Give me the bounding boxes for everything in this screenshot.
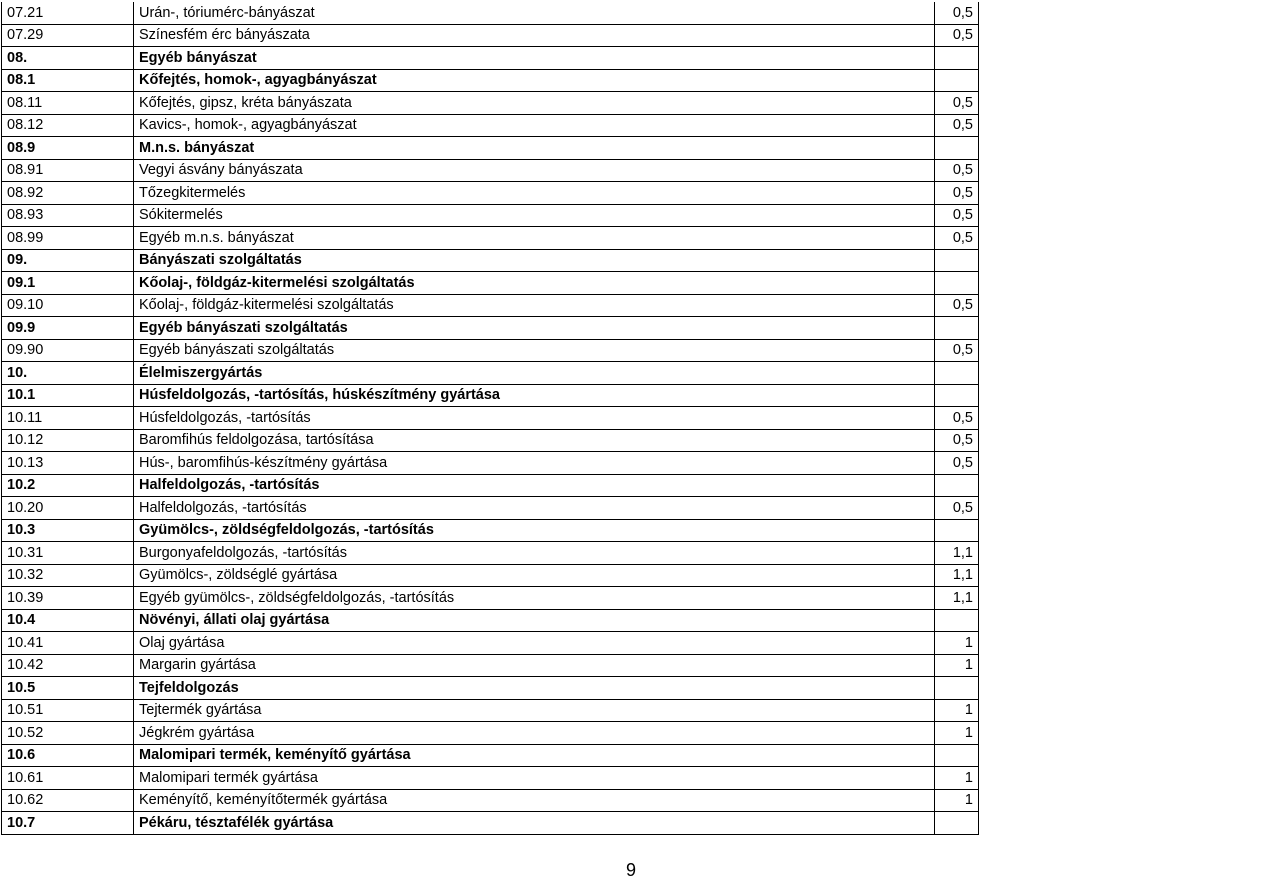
industry-code-table <box>1 2 979 835</box>
row-code: 10.1 <box>2 384 134 407</box>
row-value <box>935 69 979 92</box>
table-row <box>2 159 979 182</box>
row-code: 08. <box>2 47 134 70</box>
row-value <box>935 47 979 70</box>
table-row <box>2 767 979 790</box>
table-row <box>2 497 979 520</box>
row-code: 07.29 <box>2 24 134 47</box>
row-value: 1,1 <box>935 564 979 587</box>
row-code: 10.13 <box>2 452 134 475</box>
table-row <box>2 384 979 407</box>
table-row <box>2 249 979 272</box>
table-row <box>2 519 979 542</box>
table-row <box>2 474 979 497</box>
table-row <box>2 69 979 92</box>
row-name: Burgonyafeldolgozás, -tartósítás <box>134 542 935 565</box>
table-row <box>2 24 979 47</box>
row-code: 10. <box>2 362 134 385</box>
row-value: 0,5 <box>935 2 979 24</box>
row-code: 08.1 <box>2 69 134 92</box>
row-value: 0,5 <box>935 497 979 520</box>
row-value: 0,5 <box>935 294 979 317</box>
row-code: 10.6 <box>2 744 134 767</box>
row-name: Malomipari termék, keményítő gyártása <box>134 744 935 767</box>
row-name: Egyéb bányászat <box>134 47 935 70</box>
row-code: 09.90 <box>2 339 134 362</box>
row-value: 1 <box>935 722 979 745</box>
row-name: Színesfém érc bányászata <box>134 24 935 47</box>
row-value <box>935 812 979 835</box>
row-name: Halfeldolgozás, -tartósítás <box>134 474 935 497</box>
table-row <box>2 564 979 587</box>
row-code: 08.99 <box>2 227 134 250</box>
row-value: 0,5 <box>935 182 979 205</box>
row-code: 08.12 <box>2 114 134 137</box>
row-name: Keményítő, keményítőtermék gyártása <box>134 789 935 812</box>
row-value: 1 <box>935 654 979 677</box>
row-name: Kőfejtés, homok-, agyagbányászat <box>134 69 935 92</box>
row-code: 09.10 <box>2 294 134 317</box>
row-name: Tőzegkitermelés <box>134 182 935 205</box>
row-value <box>935 744 979 767</box>
row-value <box>935 137 979 160</box>
row-code: 10.51 <box>2 699 134 722</box>
row-code: 08.92 <box>2 182 134 205</box>
row-code: 07.21 <box>2 2 134 24</box>
row-code: 09.9 <box>2 317 134 340</box>
row-value <box>935 317 979 340</box>
row-name: Húsfeldolgozás, -tartósítás, húskészítmény gyártása <box>134 384 935 407</box>
row-name: Egyéb bányászati szolgáltatás <box>134 317 935 340</box>
row-value: 0,5 <box>935 204 979 227</box>
row-name: Hús-, baromfihús-készítmény gyártása <box>134 452 935 475</box>
table-row <box>2 114 979 137</box>
row-name: Tejfeldolgozás <box>134 677 935 700</box>
row-code: 08.91 <box>2 159 134 182</box>
row-name: Baromfihús feldolgozása, tartósítása <box>134 429 935 452</box>
row-value: 1 <box>935 699 979 722</box>
row-name: Élelmiszergyártás <box>134 362 935 385</box>
row-name: Egyéb m.n.s. bányászat <box>134 227 935 250</box>
row-name: Húsfeldolgozás, -tartósítás <box>134 407 935 430</box>
row-code: 10.3 <box>2 519 134 542</box>
row-value: 0,5 <box>935 407 979 430</box>
row-code: 10.41 <box>2 632 134 655</box>
row-name: Urán-, tóriumérc-bányászat <box>134 2 935 24</box>
table-row <box>2 654 979 677</box>
table-row <box>2 429 979 452</box>
row-code: 10.31 <box>2 542 134 565</box>
table-row <box>2 407 979 430</box>
table-row <box>2 699 979 722</box>
row-name: Növényi, állati olaj gyártása <box>134 609 935 632</box>
row-name: Malomipari termék gyártása <box>134 767 935 790</box>
row-code: 10.2 <box>2 474 134 497</box>
row-value <box>935 474 979 497</box>
row-value <box>935 609 979 632</box>
row-value: 1,1 <box>935 587 979 610</box>
row-code: 10.20 <box>2 497 134 520</box>
row-value: 0,5 <box>935 92 979 115</box>
row-name: Gyümölcs-, zöldségfeldolgozás, -tartósítás <box>134 519 935 542</box>
row-value <box>935 249 979 272</box>
table-row <box>2 722 979 745</box>
table-row <box>2 744 979 767</box>
row-name: Vegyi ásvány bányászata <box>134 159 935 182</box>
row-value: 1 <box>935 767 979 790</box>
row-name: Tejtermék gyártása <box>134 699 935 722</box>
table-row <box>2 452 979 475</box>
row-name: Pékáru, tésztafélék gyártása <box>134 812 935 835</box>
table-row <box>2 227 979 250</box>
table-row <box>2 2 979 24</box>
table-row <box>2 294 979 317</box>
row-code: 10.11 <box>2 407 134 430</box>
row-code: 10.52 <box>2 722 134 745</box>
row-name: Egyéb gyümölcs-, zöldségfeldolgozás, -tartósítás <box>134 587 935 610</box>
row-code: 10.7 <box>2 812 134 835</box>
row-name: Kavics-, homok-, agyagbányászat <box>134 114 935 137</box>
table-row <box>2 677 979 700</box>
row-name: Gyümölcs-, zöldséglé gyártása <box>134 564 935 587</box>
row-name: Olaj gyártása <box>134 632 935 655</box>
row-code: 10.39 <box>2 587 134 610</box>
row-value <box>935 677 979 700</box>
row-code: 10.32 <box>2 564 134 587</box>
row-name: Halfeldolgozás, -tartósítás <box>134 497 935 520</box>
table-body <box>2 2 979 834</box>
table-row <box>2 92 979 115</box>
row-value: 0,5 <box>935 429 979 452</box>
row-code: 08.11 <box>2 92 134 115</box>
row-name: Jégkrém gyártása <box>134 722 935 745</box>
row-value <box>935 362 979 385</box>
row-code: 09. <box>2 249 134 272</box>
row-code: 10.62 <box>2 789 134 812</box>
row-value: 0,5 <box>935 24 979 47</box>
table-row <box>2 542 979 565</box>
row-name: Margarin gyártása <box>134 654 935 677</box>
row-value: 1,1 <box>935 542 979 565</box>
table-row <box>2 317 979 340</box>
row-code: 10.12 <box>2 429 134 452</box>
row-name: M.n.s. bányászat <box>134 137 935 160</box>
row-code: 08.93 <box>2 204 134 227</box>
table-row <box>2 812 979 835</box>
row-value <box>935 519 979 542</box>
table-row <box>2 204 979 227</box>
row-value <box>935 272 979 295</box>
row-code: 10.4 <box>2 609 134 632</box>
row-value <box>935 384 979 407</box>
row-value: 0,5 <box>935 339 979 362</box>
row-value: 0,5 <box>935 159 979 182</box>
row-value: 0,5 <box>935 227 979 250</box>
row-name: Bányászati szolgáltatás <box>134 249 935 272</box>
table-row <box>2 632 979 655</box>
page-number: 9 <box>625 860 636 880</box>
table-row <box>2 182 979 205</box>
row-value: 1 <box>935 632 979 655</box>
row-name: Kőolaj-, földgáz-kitermelési szolgáltatás <box>134 294 935 317</box>
table-row <box>2 609 979 632</box>
table-row <box>2 137 979 160</box>
table-row <box>2 339 979 362</box>
row-code: 10.42 <box>2 654 134 677</box>
row-name: Kőfejtés, gipsz, kréta bányászata <box>134 92 935 115</box>
row-name: Sókitermelés <box>134 204 935 227</box>
row-code: 10.61 <box>2 767 134 790</box>
table-row <box>2 272 979 295</box>
row-value: 0,5 <box>935 452 979 475</box>
row-name: Kőolaj-, földgáz-kitermelési szolgáltatás <box>134 272 935 295</box>
row-value: 0,5 <box>935 114 979 137</box>
table-row <box>2 47 979 70</box>
row-code: 09.1 <box>2 272 134 295</box>
row-name: Egyéb bányászati szolgáltatás <box>134 339 935 362</box>
table-row <box>2 587 979 610</box>
row-code: 08.9 <box>2 137 134 160</box>
table-row <box>2 362 979 385</box>
row-code: 10.5 <box>2 677 134 700</box>
row-value: 1 <box>935 789 979 812</box>
table-row <box>2 789 979 812</box>
